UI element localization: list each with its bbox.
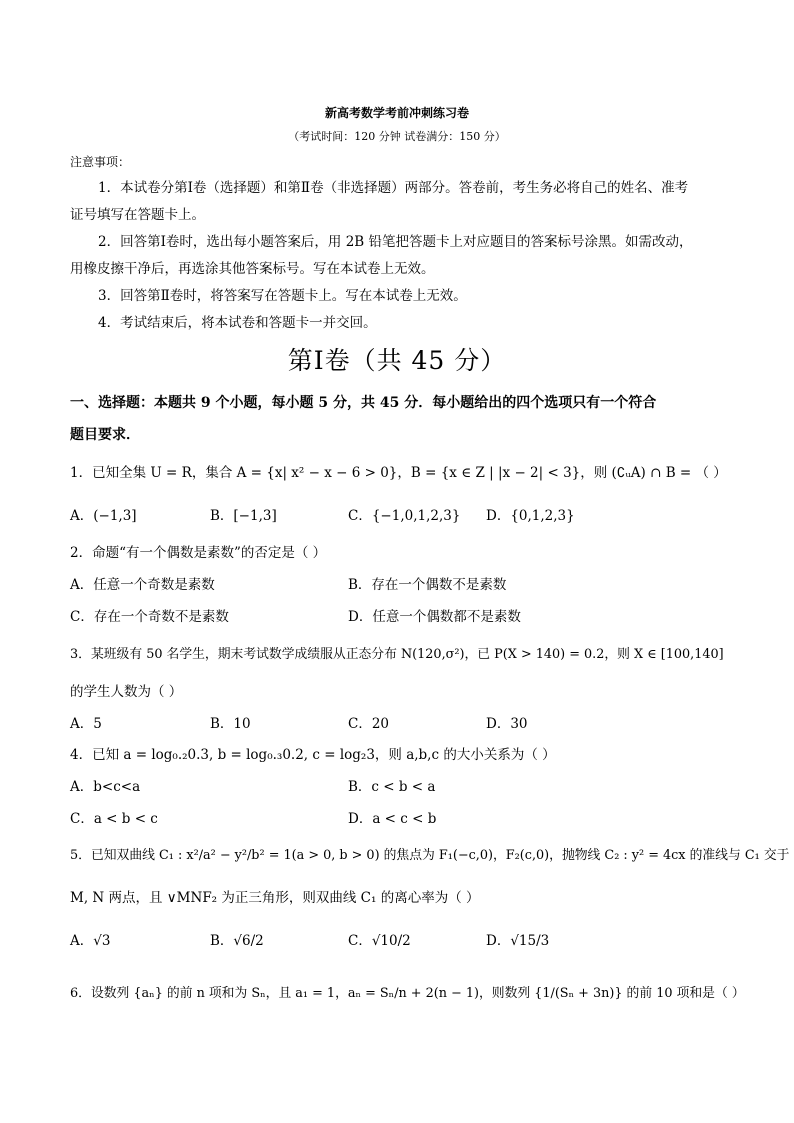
question-2-option-c: C．存在一个奇数不是素数: [70, 609, 229, 625]
section-heading: 一、选择题：本题共 9 个小题，每小题 5 分，共 45 分．每小题给出的四个选项只有一个符合: [70, 395, 657, 411]
note-line: 3．回答第Ⅱ卷时，将答案写在答题卡上。写在本试卷上无效。: [98, 288, 467, 304]
question-4-option-c: C．a < b < c: [70, 811, 158, 827]
question-3-stem-cont: 的学生人数为（ ）: [70, 684, 183, 700]
question-2-stem: 2．命题“有一个偶数是素数”的否定是（ ）: [70, 545, 327, 561]
question-5-option-c: C．√10/2: [348, 933, 411, 949]
question-3-stem: 3．某班级有 50 名学生，期末考试数学成绩服从正态分布 N(120,σ²)，已 P(X > 140) = 0.2，则 X ∈ [100,140]: [70, 647, 724, 662]
note-line: 1．本试卷分第Ⅰ卷（选择题）和第Ⅱ卷（非选择题）两部分。答卷前，考生务必将自己的姓名、准考: [98, 180, 689, 196]
question-5-option-a: A．√3: [70, 933, 111, 949]
question-4-stem: 4．已知 a = log₀.₂0.3, b = log₀.₃0.2, c = log₂3，则 a,b,c 的大小关系为（ ）: [70, 747, 556, 763]
question-2-option-d: D．任意一个偶数都不是素数: [348, 609, 521, 625]
exam-title: 新高考数学考前冲刺练习卷: [324, 106, 469, 120]
notes-heading: 注意事项：: [70, 155, 131, 169]
question-4-option-a: A．b<c<a: [70, 779, 141, 795]
exam-subtitle: （考试时间：120 分钟 试卷满分：150 分）: [288, 130, 506, 143]
note-line: 2．回答第Ⅰ卷时，选出每小题答案后，用 2B 铅笔把答题卡上对应题目的答案标号涂黑。如需改动，: [98, 234, 693, 250]
question-3-option-b: B．10: [210, 716, 251, 732]
note-line: 用橡皮擦干净后，再选涂其他答案标号。写在本试卷上无效。: [70, 261, 435, 277]
question-1-option-b: B．[−1,3]: [210, 508, 277, 524]
note-line: 证号填写在答题卡上。: [70, 207, 205, 223]
question-4-option-b: B．c < b < a: [348, 779, 436, 795]
question-1-stem: 1．已知全集 U = R，集合 A = {x| x² − x − 6 > 0}，B = {x ∈ Z | |x − 2| < 3}，则 (∁ᵤA) ∩ B = （ ）: [70, 465, 727, 481]
question-3-option-c: C．20: [348, 716, 390, 732]
part-title: 第Ⅰ卷（共 45 分）: [287, 346, 507, 375]
question-6-stem: 6．设数列 {aₙ} 的前 n 项和为 Sₙ，且 a₁ = 1，aₙ = Sₙ/n + 2(n − 1)，则数列 {1/(Sₙ + 3n)} 的前 10 项和是（ ）: [70, 986, 745, 1001]
section-heading-cont: 题目要求．: [70, 427, 140, 443]
question-5-stem: 5．已知双曲线 C₁ : x²/a² − y²/b² = 1(a > 0, b > 0) 的焦点为 F₁(−c,0)，F₂(c,0)，抛物线 C₂ : y² = 4cx 的准线与 C₁ 交于: [70, 848, 790, 863]
question-1-option-a: A．(−1,3]: [70, 508, 137, 524]
question-4-option-d: D．a < c < b: [348, 811, 437, 827]
note-line: 4．考试结束后，将本试卷和答题卡一并交回。: [98, 315, 377, 331]
question-5-option-b: B．√6/2: [210, 933, 264, 949]
question-5-stem-cont: M, N 两点，且 ∨MNF₂ 为正三角形，则双曲线 C₁ 的离心率为（ ）: [70, 890, 480, 906]
question-2-option-b: B．存在一个偶数不是素数: [348, 577, 507, 593]
question-3-option-a: A．5: [70, 716, 102, 732]
question-1-option-c: C．{−1,0,1,2,3}: [348, 508, 461, 524]
question-1-option-d: D．{0,1,2,3}: [486, 508, 575, 524]
question-3-option-d: D．30: [486, 716, 528, 732]
question-2-option-a: A．任意一个奇数是素数: [70, 577, 215, 593]
question-5-option-d: D．√15/3: [486, 933, 550, 949]
